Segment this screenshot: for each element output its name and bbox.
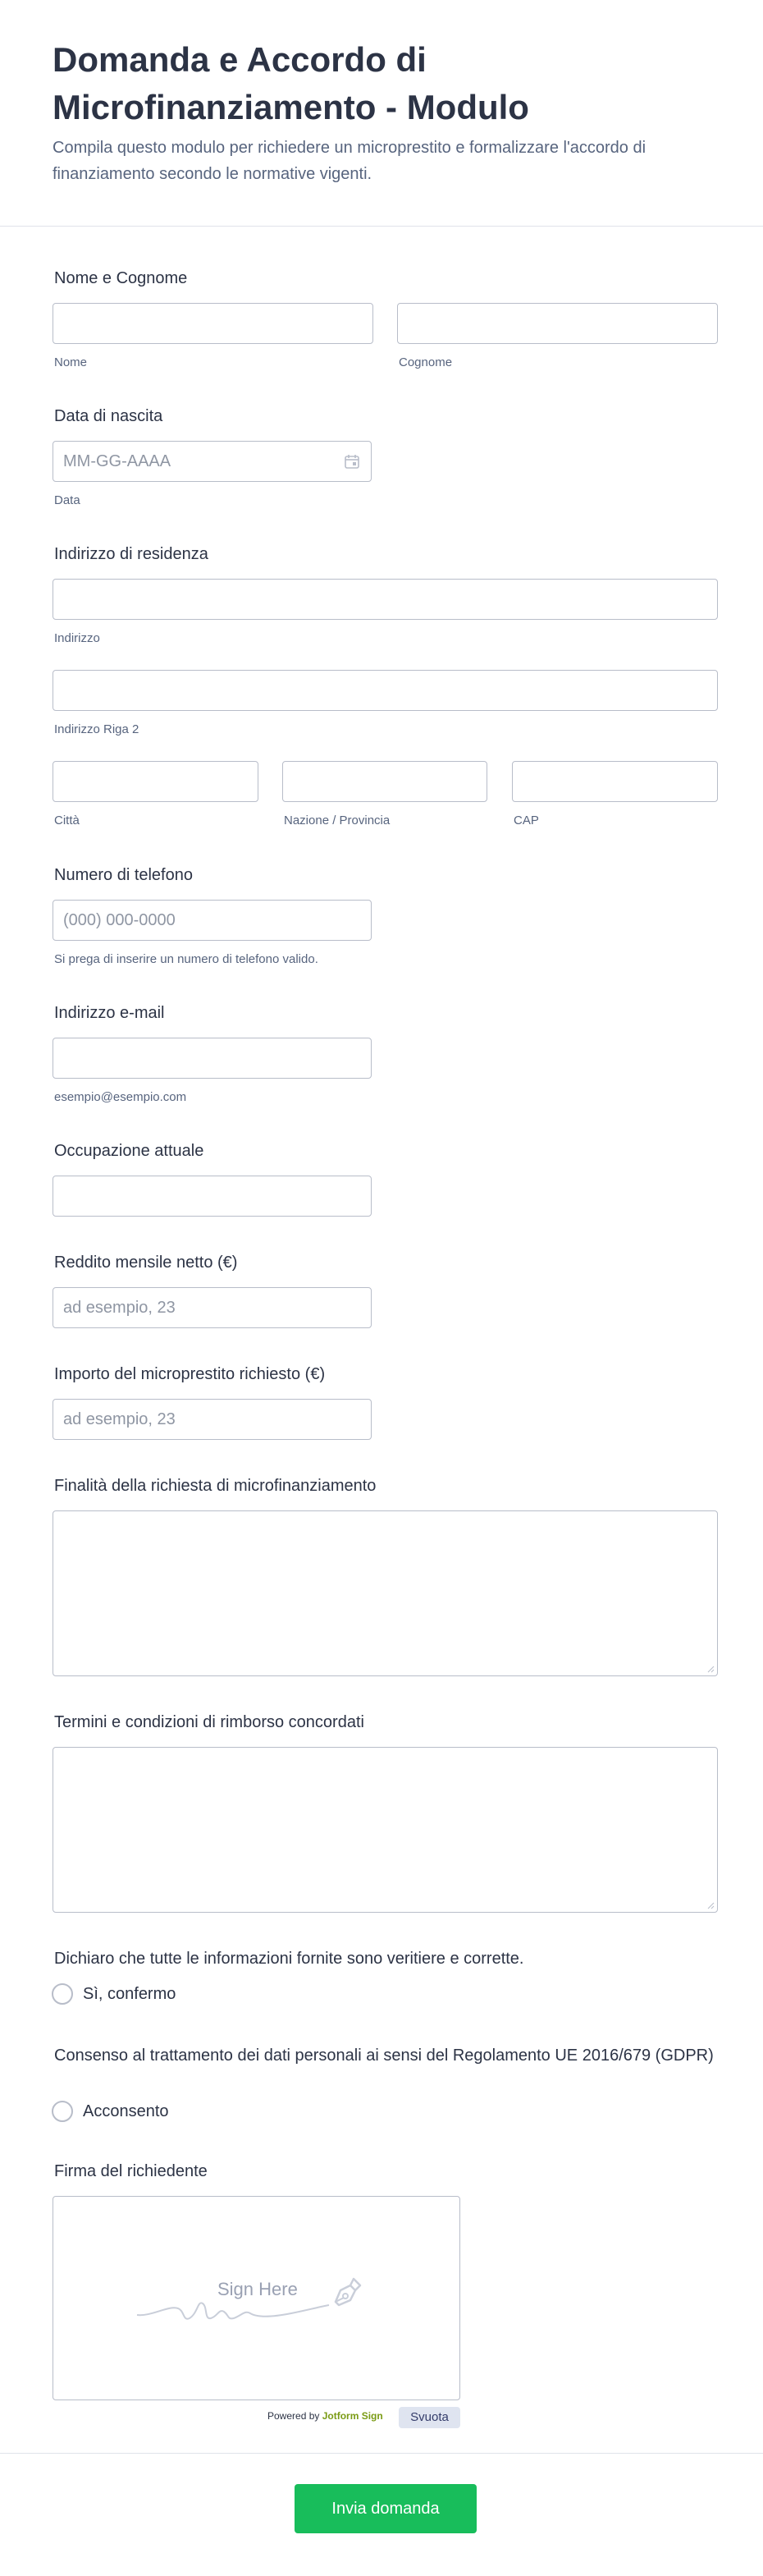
resize-handle-icon[interactable] (706, 1901, 715, 1909)
birth-date-input[interactable] (53, 441, 372, 482)
address-line2-input[interactable] (53, 670, 718, 711)
phone-placeholder: (000) 000-0000 (63, 911, 176, 929)
form-title: Domanda e Accordo di Microfinanziamento - Modulo (53, 40, 529, 126)
email-label: Indirizzo e-mail (54, 1004, 165, 1022)
email-sublabel: esempio@esempio.com (54, 1090, 187, 1104)
first-name-input[interactable] (53, 303, 373, 344)
powered-by-prefix: Powered by (267, 2410, 322, 2422)
address-line1-sublabel: Indirizzo (54, 631, 100, 645)
resize-handle-icon[interactable] (706, 1665, 715, 1673)
state-sublabel: Nazione / Provincia (284, 814, 391, 827)
birth-date-label: Data di nascita (54, 407, 163, 425)
declaration-label: Dichiaro che tutte le informazioni fornite sono veritiere e corrette. (54, 1950, 524, 1968)
calendar-icon[interactable] (344, 453, 360, 470)
income-label: Reddito mensile netto (€) (54, 1254, 238, 1272)
jotform-sign-link[interactable]: Jotform Sign (322, 2410, 383, 2422)
sign-here-text: Sign Here (217, 2279, 298, 2299)
footer-divider (0, 2453, 763, 2454)
consent-label: Consenso al trattamento dei dati personali ai sensi del Regolamento UE 2016/679 (GDPR) (54, 2047, 714, 2065)
zip-sublabel: CAP (514, 814, 539, 827)
consent-option[interactable]: Acconsento (83, 2102, 169, 2120)
birth-date-sublabel: Data (54, 493, 80, 507)
address-line1-input[interactable] (53, 579, 718, 620)
zip-input[interactable] (512, 761, 718, 802)
terms-textarea[interactable] (53, 1747, 718, 1913)
loan-amount-label: Importo del microprestito richiesto (€) (54, 1365, 326, 1383)
full-name-label: Nome e Cognome (54, 269, 188, 287)
occupation-input[interactable] (53, 1176, 372, 1217)
phone-label: Numero di telefono (54, 866, 193, 884)
first-name-sublabel: Nome (54, 355, 88, 369)
address-line2-sublabel: Indirizzo Riga 2 (54, 722, 139, 736)
loan-amount-input[interactable] (53, 1399, 372, 1440)
city-sublabel: Città (54, 814, 80, 827)
signature-pad[interactable] (53, 2196, 460, 2400)
pen-nib-icon (327, 2274, 363, 2310)
phone-input[interactable] (53, 900, 372, 941)
clear-signature-button[interactable]: Svuota (399, 2407, 460, 2428)
last-name-input[interactable] (397, 303, 718, 344)
signature-label: Firma del richiedente (54, 2162, 208, 2180)
income-placeholder: ad esempio, 23 (63, 1299, 176, 1317)
birth-date-placeholder: MM-GG-AAAA (63, 452, 171, 470)
declaration-radio[interactable] (52, 1983, 73, 2005)
last-name-sublabel: Cognome (399, 355, 453, 369)
form-header (0, 0, 763, 227)
form-subtitle: Compila questo modulo per richiedere un microprestito e formalizzare l'accordo di finanziamento secondo le normative vigenti. (53, 139, 646, 183)
purpose-textarea[interactable] (53, 1510, 718, 1676)
terms-label: Termini e condizioni di rimborso concordati (54, 1713, 364, 1731)
state-input[interactable] (282, 761, 487, 802)
declaration-option[interactable]: Sì, confermo (83, 1985, 176, 2003)
loan-amount-placeholder: ad esempio, 23 (63, 1410, 176, 1428)
submit-button[interactable]: Invia domanda (295, 2484, 477, 2533)
address-label: Indirizzo di residenza (54, 545, 208, 563)
consent-radio[interactable] (52, 2101, 73, 2122)
city-input[interactable] (53, 761, 258, 802)
income-input[interactable] (53, 1287, 372, 1328)
phone-sublabel: Si prega di inserire un numero di telefono valido. (54, 952, 318, 966)
powered-by (267, 2409, 383, 2423)
email-input[interactable] (53, 1038, 372, 1079)
occupation-label: Occupazione attuale (54, 1142, 204, 1160)
purpose-label: Finalità della richiesta di microfinanziamento (54, 1477, 377, 1495)
